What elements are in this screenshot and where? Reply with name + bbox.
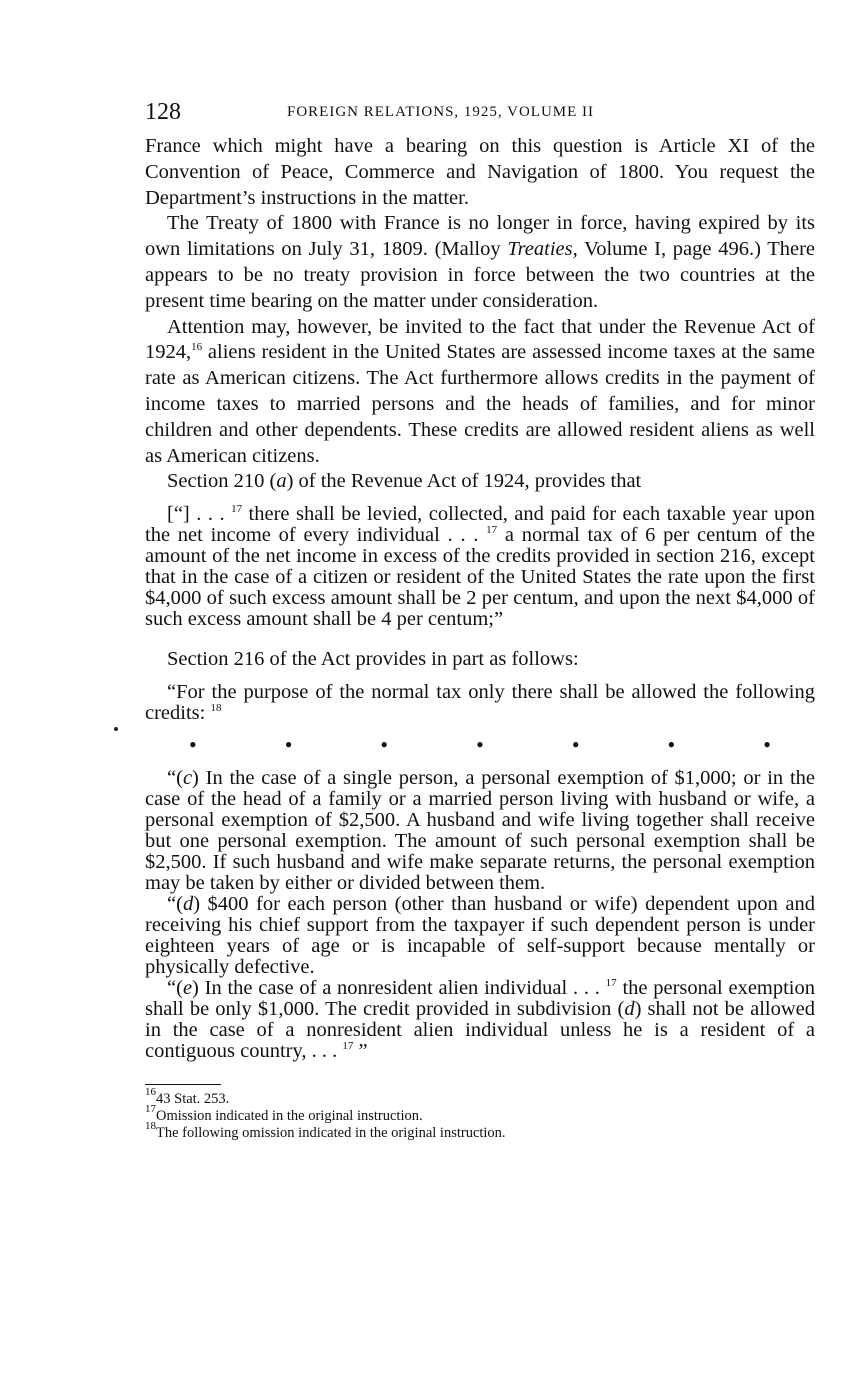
paragraph-revenue-act xyxy=(145,315,815,470)
paragraph-text: ) of the Revenue Act of 1924, provides that xyxy=(286,470,642,493)
quote-section-210 xyxy=(145,504,815,630)
quote-text: “( xyxy=(167,976,183,999)
quote-text: ” xyxy=(353,1039,368,1062)
quote-text: [“] . . . xyxy=(167,503,232,526)
ellipsis-dot: • xyxy=(284,731,293,757)
italic-text: a xyxy=(276,470,287,493)
footnote-ref: 17 xyxy=(342,1039,354,1052)
quote-text: the personal exemption shall be only $1,000. The credit provided in subdivision ( xyxy=(145,976,816,1020)
quote-text: ) In the case of a single person, a personal exemption of $1,000; or in the case of the head of a family or a married person living with husband or wife, a personal exemption of $2,500. A husband and wife living together shall receive but one personal exemption. The amount of such personal exemption shall be $2,500. If such husband and wife make separate returns, the personal exemption may be taken by either or divided between them. xyxy=(145,766,815,894)
footnote-text: The following omission indicated in the original instruction. xyxy=(156,1124,506,1141)
paragraph-text: Section 210 ( xyxy=(167,470,277,493)
paragraph-text: , Volume I, page 496.) There appears to be no treaty provision in force between the two countries at the present time bearing on the matter under consideration. xyxy=(145,238,816,312)
quote-credits-intro xyxy=(145,682,815,724)
ellipsis-dot: • xyxy=(667,731,676,757)
quote-text: ) $400 for each person (other than husband or wife) dependent upon and receiving his chief support from the taxpayer if such dependent person is under eighteen years of age or is incapable of self-support because mentally or physically defective. xyxy=(145,892,815,978)
footnote-18 xyxy=(145,1119,815,1142)
footnote-17 xyxy=(145,1102,815,1125)
page-number: 128 xyxy=(145,99,181,125)
running-head xyxy=(145,96,815,128)
footnote-ref: 17 xyxy=(605,976,617,989)
quote-text: ) In the case of a nonresident alien individual . . . xyxy=(192,976,606,999)
paragraph-text: aliens resident in the United States are assessed income taxes at the same rate as American citizens. The Act furthermore allows credits in the payment of income taxes to married persons and the heads of families, and for minor children and other dependents. These credits are allowed resident aliens as well as American citizens. xyxy=(145,341,815,467)
italic-text: c xyxy=(182,766,193,789)
quote-subsection-d xyxy=(145,894,815,978)
omission-ellipsis xyxy=(145,730,815,760)
quote-text: “( xyxy=(167,892,183,915)
paragraph-text: The Treaty of 1800 with France is no longer in force, having expired by its own limitations on July 31, 1809. (Malloy xyxy=(145,212,815,261)
quote-subsection-c xyxy=(145,768,815,894)
italic-text: Treaties xyxy=(507,238,573,261)
quote-text: there shall be levied, collected, and paid for each taxable year upon the net income of every individual . . . xyxy=(145,503,815,547)
footnote-number: 16 xyxy=(145,1085,156,1098)
paragraph-text: Attention may, however, be invited to the fact that under the Revenue Act of 1924, xyxy=(145,315,815,364)
paragraph-section-216: Section 216 of the Act provides in part as follows: xyxy=(167,648,579,671)
paragraph-treaty xyxy=(145,211,815,314)
quote-text: “For the purpose of the normal tax only there shall be allowed the following credits: xyxy=(145,680,815,724)
italic-text: d xyxy=(624,997,635,1020)
ellipsis-dot: • xyxy=(189,731,197,757)
footnote-number: 17 xyxy=(145,1102,156,1115)
quote-text: ) shall not be allowed in the case of a nonresident alien individual unless he is a resident of a contiguous country, . . . xyxy=(145,997,815,1062)
footnote-ref: 17 xyxy=(231,503,243,516)
ellipsis-dot: • xyxy=(571,731,580,757)
running-head-title: FOREIGN RELATIONS, 1925, VOLUME II xyxy=(287,104,595,120)
italic-text: e xyxy=(182,976,193,999)
footnote-ref: 17 xyxy=(486,524,498,537)
paragraph-continuation: France which might have a bearing on this question is Article XI of the Convention of Peace, Commerce and Navigation of 1800. You request the Department’s instructions in the matter. xyxy=(145,135,815,209)
stray-print-mark xyxy=(114,727,118,731)
paragraph-section-210 xyxy=(145,469,815,495)
footnote-number: 18 xyxy=(145,1119,156,1132)
footnote-ref: 18 xyxy=(210,701,222,714)
quote-subsection-e xyxy=(145,978,815,1062)
footnote-text: Omission indicated in the original instruction. xyxy=(156,1107,423,1124)
ellipsis-dot: • xyxy=(380,731,389,757)
italic-text: d xyxy=(182,892,194,915)
document-page xyxy=(145,96,815,1142)
footnote-divider xyxy=(145,1084,221,1085)
ellipsis-dot: • xyxy=(763,731,771,757)
quote-text: a normal tax of 6 per centum of the amount of the net income in excess of the credits provided in section 216, except that in the case of a citizen or resident of the United States the rate upon the first $4,000 of such excess amount shall be 2 per centum, and upon the next $4,000 of such excess amount shall be 4 per centum;” xyxy=(145,524,815,631)
footnote-ref: 16 xyxy=(191,341,203,354)
ellipsis-dot: • xyxy=(476,731,484,757)
footnote-16 xyxy=(145,1085,815,1108)
footnote-text: 43 Stat. 253. xyxy=(156,1090,230,1107)
quote-text: “( xyxy=(167,766,183,789)
